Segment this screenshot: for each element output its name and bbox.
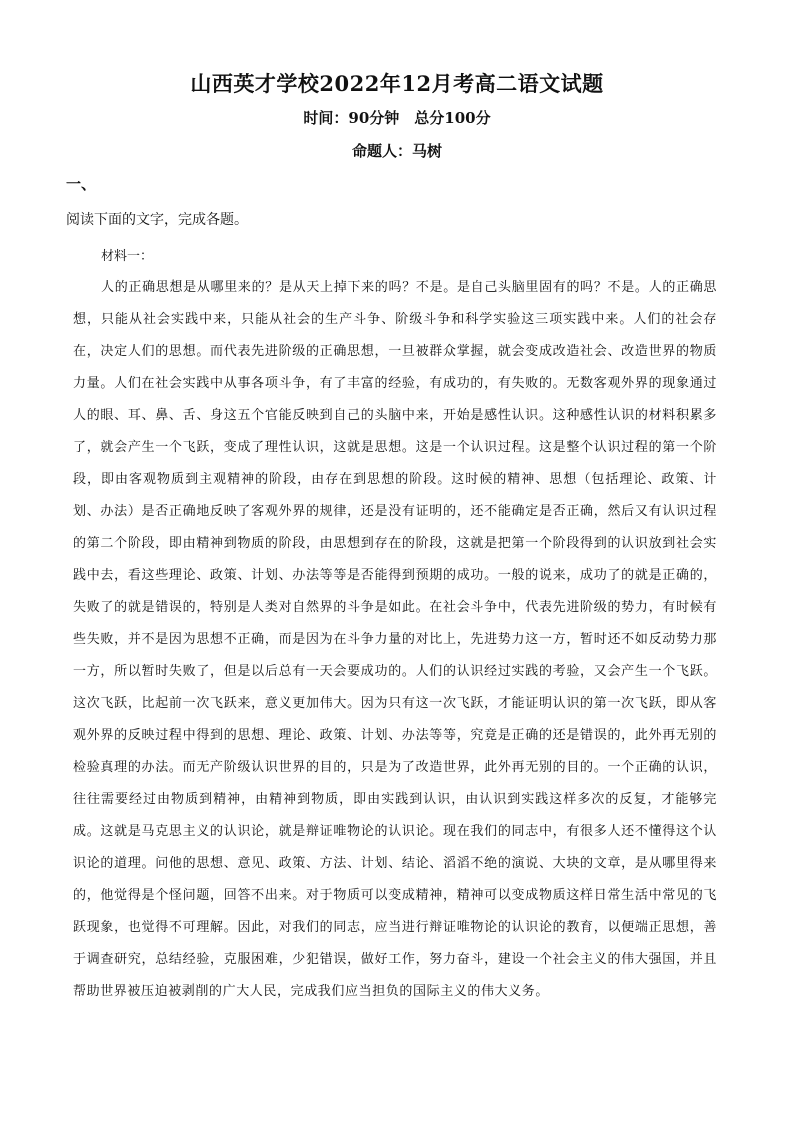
reading-passage: 人的正确思想是从哪里来的？是从天上掉下来的吗？不是。是自己头脑里固有的吗？不是。人的正确思想，只能从社会实践中来，只能从社会的生产斗争、阶级斗争和科学实验这三项实践中来。人们的社会存在，决定人们的思想。而代表先进阶级的正确思想，一旦被群众掌握，就会变成改造社会、改造世界的物质力量。人们在社会实践中从事各项斗争，有了丰富的经验，有成功的，有失败的。无数客观外界的现象通过人的眼、耳、鼻、舌、身这五个官能反映到自己的头脑中来，开始是感性认识。这种感性认识的材料积累多了，就会产生一个飞跃，变成了理性认识，这就是思想。这是一个认识过程。这是整个认识过程的第一个阶段，即由客观物质到主观精神的阶段，由存在到思想的阶段。这时候的精神、思想（包括理论、政策、计划、办法）是否正确地反映了客观外界的规律，还是没有证明的，还不能确定是否正确，然后又有认识过程的第二个阶段，即由精神到物质的阶段，由思想到存在的阶段，这就是把第一个阶段得到的认识放到社会实践中去，看这些理论、政策、计划、办法等等是否能得到预期的成功。一般的说来，成功了的就是正确的，失败了的就是错误的，特别是人类对自然界的斗争是如此。在社会斗争中，代表先进阶级的势力，有时候有些失败，并不是因为思想不正确，而是因为在斗争力量的对比上，先进势力这一方，暂时还不如反动势力那一方，所以暂时失败了，但是以后总有一天会要成功的。人们的认识经过实践的考验，又会产生一个飞跃。这次飞跃，比起前一次飞跃来，意义更加伟大。因为只有这一次飞跃，才能证明认识的第一次飞跃，即从客观外界的反映过程中得到的思想、理论、政策、计划、办法等等，究竟是正确的还是错误的，此外再无别的检验真理的办法。而无产阶级认识世界的目的，只是为了改造世界，此外再无别的目的。一个正确的认识，往往需要经过由物质到精神，由精神到物质，即由实践到认识，由认识到实践这样多次的反复，才能够完成。这就是马克思主义的认识论，就是辩证唯物论的认识论。现在我们的同志中，有很多人还不懂得这个认识论的道理。问他的思想、意见、政策、方法、计划、结论、滔滔不绝的演说、大块的文章，是从哪里得来的，他觉得是个怪问题，回答不出来。对于物质可以变成精神，精神可以变成物质这样日常生活中常见的飞跃现象，也觉得不可理解。因此，对我们的同志，应当进行辩证唯物论的认识论的教育，以便端正思想，善于调查研究，总结经验，克服困难，少犯错误，做好工作，努力奋斗，建设一个社会主义的伟大强国，并且帮助世界被压迫被剥削的广大人民，完成我们应当担负的国际主义的伟大义务。 bbox=[73, 280, 717, 999]
exam-time-info: 时间：90分钟 总分100分 bbox=[303, 109, 491, 127]
exam-title: 山西英才学校2022年12月考高二语文试题 bbox=[190, 71, 604, 96]
material-label: 材料一： bbox=[101, 249, 154, 264]
reading-instruction: 阅读下面的文字，完成各题。 bbox=[66, 212, 248, 228]
section-number: 一、 bbox=[66, 175, 97, 193]
exam-author: 命题人：马树 bbox=[351, 142, 442, 160]
